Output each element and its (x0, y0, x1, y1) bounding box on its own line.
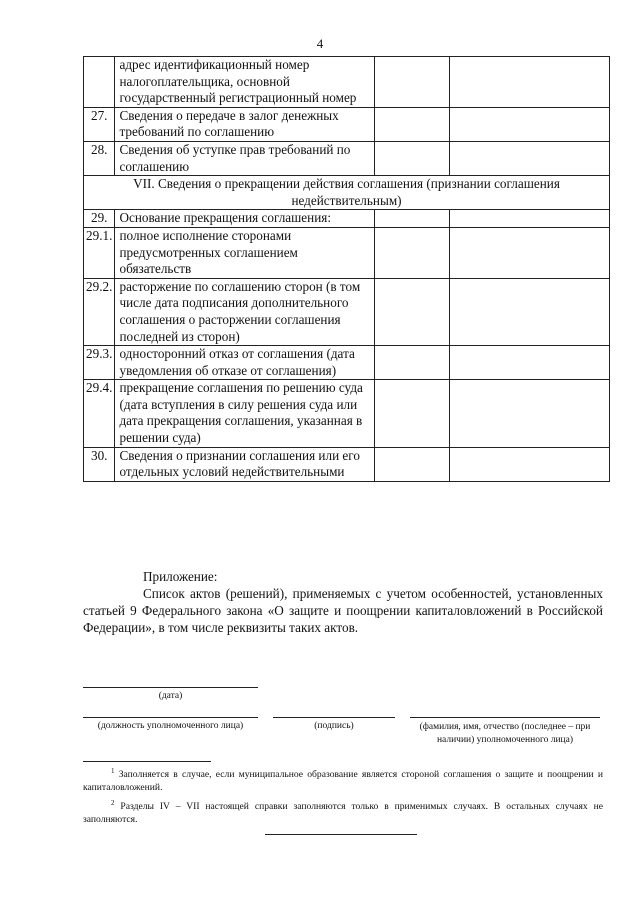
row-number: 28. (84, 141, 115, 175)
footnotes (83, 765, 603, 829)
appendix-heading: Приложение: (143, 569, 218, 584)
value-cell (375, 380, 450, 447)
position-caption: (должность уполномоченного лица) (97, 721, 244, 731)
date-line (83, 687, 258, 688)
position-line (83, 717, 258, 718)
footnote-1: $^1$ Заполняется в случае, если муниципальное образование является стороной соглашения о защите и поощрении и капиталовложений. (83, 767, 603, 794)
table-row (84, 346, 610, 380)
row-text: прекращение соглашения по решению суда (дата вступления в силу решения суда или дата прекращения соглашения, указанная в решении суда) (115, 380, 375, 447)
row-text: полное исполнение сторонами предусмотренных соглашением обязательств (115, 227, 375, 278)
table-row (84, 227, 610, 278)
footnote-separator (83, 761, 211, 762)
table-row (84, 210, 610, 228)
row-text: Основание прекращения соглашения: (115, 210, 375, 228)
value-cell (450, 346, 610, 380)
table-row (84, 57, 610, 108)
row-number: 27. (84, 107, 115, 141)
name-line (410, 717, 600, 718)
signature-line (273, 717, 395, 718)
value-cell (375, 346, 450, 380)
value-cell (450, 380, 610, 447)
row-number: 29. (84, 210, 115, 228)
appendix-text: Список актов (решений), применяемых с учетом особенностей, установленных статьей 9 Федерального закона «О защите и поощрении капиталовложений в Российской Федерации», в том числе реквизиты таких актов. (83, 586, 603, 635)
value-cell (375, 447, 450, 481)
row-number: 30. (84, 447, 115, 481)
row-text: односторонний отказ от соглашения (дата уведомления об отказе от соглашения) (115, 346, 375, 380)
row-text: Сведения о признании соглашения или его отдельных условий недействительными (115, 447, 375, 481)
value-cell (450, 107, 610, 141)
value-cell (375, 210, 450, 228)
value-cell (375, 107, 450, 141)
table-row (84, 278, 610, 345)
value-cell (450, 210, 610, 228)
value-cell (450, 278, 610, 345)
table-row (84, 380, 610, 447)
row-text: адрес идентификационный номер налогоплательщика, основной государственный регистрационный номер (115, 57, 375, 108)
footnote-2: $^2$ Разделы IV – VII настоящей справки заполняются только в применимых случаях. В остальных случаях не заполняются. (83, 799, 603, 826)
value-cell (375, 227, 450, 278)
row-number (84, 57, 115, 108)
row-number: 29.2. (84, 278, 115, 345)
end-line (265, 834, 417, 835)
row-number: 29.1. (84, 227, 115, 278)
date-caption: (дата) (158, 691, 183, 701)
value-cell (375, 141, 450, 175)
info-table (83, 56, 610, 482)
value-cell (450, 447, 610, 481)
row-number: 29.4. (84, 380, 115, 447)
name-caption: (фамилия, имя, отчество (последнее – при наличии) уполномоченного лица) (419, 722, 591, 745)
table-row (84, 447, 610, 481)
value-cell (375, 278, 450, 345)
signature-caption: (подпись) (314, 721, 354, 731)
row-number: 29.3. (84, 346, 115, 380)
value-cell (450, 227, 610, 278)
value-cell (450, 57, 610, 108)
section-row (84, 176, 610, 210)
page-number: 4 (316, 36, 324, 51)
table-row (84, 141, 610, 175)
value-cell (450, 141, 610, 175)
section-title: VII. Сведения о прекращении действия соглашения (признании соглашения недействительным) (84, 176, 610, 210)
value-cell (375, 57, 450, 108)
row-text: Сведения о передаче в залог денежных требований по соглашению (115, 107, 375, 141)
row-text: Сведения об уступке прав требований по соглашению (115, 141, 375, 175)
row-text: расторжение по соглашению сторон (в том числе дата подписания дополнительного соглашения о расторжении соглашения последней из сторон) (115, 278, 375, 345)
table-row (84, 107, 610, 141)
appendix (83, 568, 603, 636)
